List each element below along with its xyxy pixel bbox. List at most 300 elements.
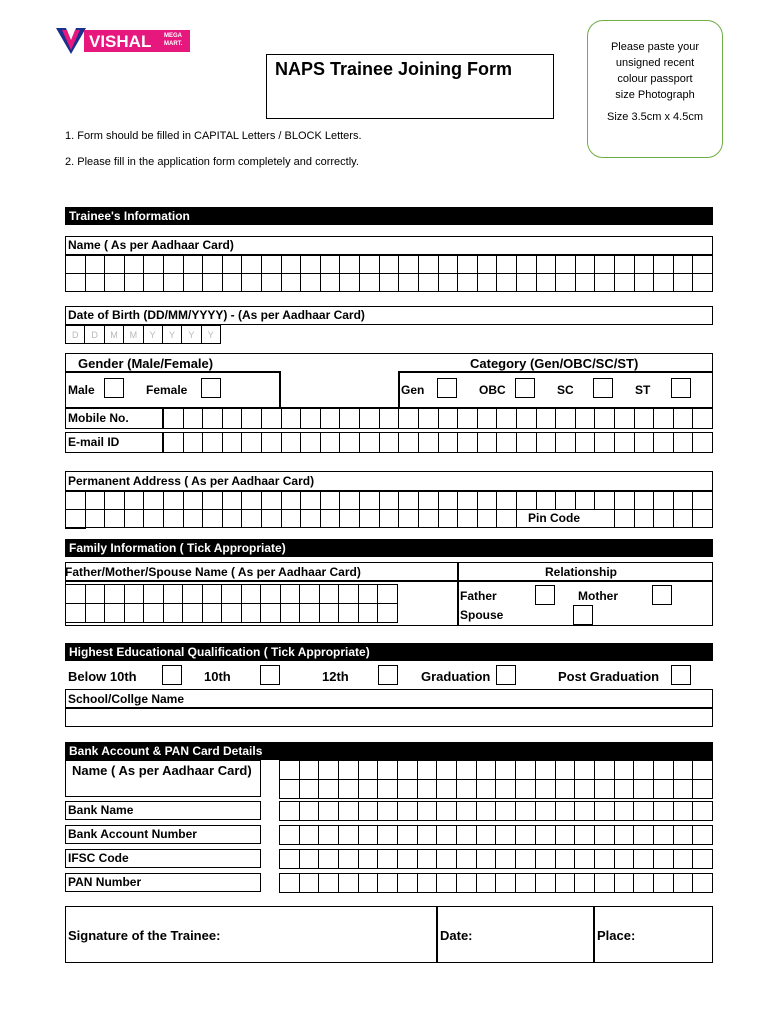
grid-cell[interactable] xyxy=(439,256,459,274)
grid-cell[interactable] xyxy=(693,826,713,845)
grid-cell[interactable] xyxy=(595,802,615,821)
grid-cell[interactable] xyxy=(319,850,339,869)
dob-cell[interactable]: M xyxy=(105,326,124,344)
grid-cell[interactable] xyxy=(66,492,86,510)
grid-cell[interactable] xyxy=(339,604,359,623)
grid-cell[interactable] xyxy=(320,604,340,623)
grid-cell[interactable] xyxy=(380,492,400,510)
grid-cell[interactable] xyxy=(340,510,360,528)
grid-cell[interactable] xyxy=(380,409,400,429)
grid-cell[interactable] xyxy=(439,409,459,429)
grid-cell[interactable] xyxy=(496,874,516,893)
gen-checkbox[interactable] xyxy=(437,378,457,398)
grid-cell[interactable] xyxy=(340,256,360,274)
grid-cell[interactable] xyxy=(496,780,516,799)
grid-cell[interactable] xyxy=(301,510,321,528)
grid-cell[interactable] xyxy=(496,802,516,821)
grid-cell[interactable] xyxy=(301,492,321,510)
grid-cell[interactable] xyxy=(105,510,125,528)
grid-cell[interactable] xyxy=(380,433,400,453)
grid-cell[interactable] xyxy=(203,492,223,510)
grid-cell[interactable] xyxy=(184,274,204,292)
sc-checkbox[interactable] xyxy=(593,378,613,398)
grid-cell[interactable] xyxy=(280,874,300,893)
grid-cell[interactable] xyxy=(203,510,223,528)
mobile-grid[interactable] xyxy=(163,408,713,429)
grid-cell[interactable] xyxy=(595,274,615,292)
dob-cell[interactable]: M xyxy=(124,326,143,344)
grid-cell[interactable] xyxy=(497,433,517,453)
grid-cell[interactable] xyxy=(693,256,713,274)
grid-cell[interactable] xyxy=(339,802,359,821)
grid-cell[interactable] xyxy=(654,274,674,292)
grid-cell[interactable] xyxy=(478,274,498,292)
grid-cell[interactable] xyxy=(242,274,262,292)
grid-cell[interactable] xyxy=(300,780,320,799)
grid-cell[interactable] xyxy=(242,510,262,528)
grid-cell[interactable] xyxy=(398,761,418,780)
grid-cell[interactable] xyxy=(635,433,655,453)
grid-cell[interactable] xyxy=(262,256,282,274)
grid-cell[interactable] xyxy=(418,826,438,845)
grid-cell[interactable] xyxy=(203,433,223,453)
grid-cell[interactable] xyxy=(595,761,615,780)
grid-cell[interactable] xyxy=(399,409,419,429)
grid-cell[interactable] xyxy=(360,256,380,274)
grid-cell[interactable] xyxy=(478,409,498,429)
grid-cell[interactable] xyxy=(280,802,300,821)
grid-cell[interactable] xyxy=(359,780,379,799)
grid-cell[interactable] xyxy=(340,274,360,292)
grid-cell[interactable] xyxy=(359,826,379,845)
grid-cell[interactable] xyxy=(615,510,635,528)
grid-cell[interactable] xyxy=(458,492,478,510)
grid-cell[interactable] xyxy=(674,492,694,510)
family-name-grid[interactable] xyxy=(65,584,398,623)
ifsc-grid[interactable] xyxy=(279,849,713,869)
grid-cell[interactable] xyxy=(280,761,300,780)
grid-cell[interactable] xyxy=(419,409,439,429)
grid-cell[interactable] xyxy=(437,761,457,780)
grid-cell[interactable] xyxy=(457,826,477,845)
grid-cell[interactable] xyxy=(437,874,457,893)
grid-cell[interactable] xyxy=(280,826,300,845)
grid-cell[interactable] xyxy=(595,256,615,274)
grid-cell[interactable] xyxy=(516,826,536,845)
grid-cell[interactable] xyxy=(399,256,419,274)
grid-cell[interactable] xyxy=(399,510,419,528)
grid-cell[interactable] xyxy=(458,510,478,528)
grid-cell[interactable] xyxy=(634,761,654,780)
grid-cell[interactable] xyxy=(615,802,635,821)
grid-cell[interactable] xyxy=(86,510,106,528)
grid-cell[interactable] xyxy=(457,780,477,799)
grid-cell[interactable] xyxy=(693,409,713,429)
grid-cell[interactable] xyxy=(496,850,516,869)
grid-cell[interactable] xyxy=(184,433,204,453)
grid-cell[interactable] xyxy=(300,874,320,893)
grid-cell[interactable] xyxy=(262,274,282,292)
grid-cell[interactable] xyxy=(319,761,339,780)
grid-cell[interactable] xyxy=(693,510,713,528)
grid-cell[interactable] xyxy=(359,585,379,604)
grid-cell[interactable] xyxy=(164,510,184,528)
grid-cell[interactable] xyxy=(164,274,184,292)
grid-cell[interactable] xyxy=(419,510,439,528)
grid-cell[interactable] xyxy=(537,409,557,429)
grid-cell[interactable] xyxy=(319,874,339,893)
grid-cell[interactable] xyxy=(86,492,106,510)
grid-cell[interactable] xyxy=(634,874,654,893)
grid-cell[interactable] xyxy=(242,256,262,274)
grid-cell[interactable] xyxy=(634,802,654,821)
grid-cell[interactable] xyxy=(300,802,320,821)
dob-cell[interactable]: Y xyxy=(163,326,182,344)
grid-cell[interactable] xyxy=(203,274,223,292)
grid-cell[interactable] xyxy=(635,256,655,274)
grid-cell[interactable] xyxy=(517,409,537,429)
grid-cell[interactable] xyxy=(556,850,576,869)
grid-cell[interactable] xyxy=(144,492,164,510)
grid-cell[interactable] xyxy=(66,256,86,274)
grid-cell[interactable] xyxy=(575,850,595,869)
grid-cell[interactable] xyxy=(359,802,379,821)
grid-cell[interactable] xyxy=(654,761,674,780)
grid-cell[interactable] xyxy=(458,274,478,292)
grid-cell[interactable] xyxy=(66,585,86,604)
grid-cell[interactable] xyxy=(282,510,302,528)
grid-cell[interactable] xyxy=(477,761,497,780)
grid-cell[interactable] xyxy=(654,510,674,528)
grid-cell[interactable] xyxy=(66,604,86,623)
grid-cell[interactable] xyxy=(280,780,300,799)
signature-label[interactable]: Signature of the Trainee: xyxy=(68,928,221,943)
grid-cell[interactable] xyxy=(321,409,341,429)
grid-cell[interactable] xyxy=(319,826,339,845)
grid-cell[interactable] xyxy=(674,409,694,429)
grid-cell[interactable] xyxy=(378,761,398,780)
grid-cell[interactable] xyxy=(497,409,517,429)
grid-cell[interactable] xyxy=(477,874,497,893)
grid-cell[interactable] xyxy=(674,780,694,799)
obc-checkbox[interactable] xyxy=(515,378,535,398)
grid-cell[interactable] xyxy=(437,826,457,845)
pan-grid[interactable] xyxy=(279,873,713,893)
grid-cell[interactable] xyxy=(378,826,398,845)
female-checkbox[interactable] xyxy=(201,378,221,398)
grid-cell[interactable] xyxy=(635,274,655,292)
account-grid[interactable] xyxy=(279,825,713,845)
grid-cell[interactable] xyxy=(516,780,536,799)
dob-cell[interactable]: D xyxy=(85,326,104,344)
grid-cell[interactable] xyxy=(418,761,438,780)
dob-cell[interactable]: Y xyxy=(144,326,163,344)
address-grid[interactable] xyxy=(65,491,713,529)
grid-cell[interactable] xyxy=(576,256,596,274)
grid-cell[interactable] xyxy=(222,604,242,623)
grid-cell[interactable] xyxy=(576,409,596,429)
grid-cell[interactable] xyxy=(281,585,301,604)
grid-cell[interactable] xyxy=(654,433,674,453)
grid-cell[interactable] xyxy=(66,528,86,529)
grid-cell[interactable] xyxy=(634,850,654,869)
grid-cell[interactable] xyxy=(378,850,398,869)
grid-cell[interactable] xyxy=(105,256,125,274)
grid-cell[interactable] xyxy=(419,274,439,292)
grid-cell[interactable] xyxy=(419,433,439,453)
grid-cell[interactable] xyxy=(437,802,457,821)
grid-cell[interactable] xyxy=(654,492,674,510)
grid-cell[interactable] xyxy=(595,874,615,893)
grid-cell[interactable] xyxy=(615,492,635,510)
grid-cell[interactable] xyxy=(105,492,125,510)
grid-cell[interactable] xyxy=(398,802,418,821)
grid-cell[interactable] xyxy=(537,433,557,453)
grid-cell[interactable] xyxy=(398,826,418,845)
grid-cell[interactable] xyxy=(536,780,556,799)
grid-cell[interactable] xyxy=(693,274,713,292)
grid-cell[interactable] xyxy=(301,433,321,453)
grid-cell[interactable] xyxy=(223,433,243,453)
grid-cell[interactable] xyxy=(360,510,380,528)
grid-cell[interactable] xyxy=(418,802,438,821)
grid-cell[interactable] xyxy=(144,510,164,528)
grid-cell[interactable] xyxy=(223,274,243,292)
grid-cell[interactable] xyxy=(497,492,517,510)
grid-cell[interactable] xyxy=(320,585,340,604)
grid-cell[interactable] xyxy=(359,761,379,780)
grid-cell[interactable] xyxy=(536,874,556,893)
grid-cell[interactable] xyxy=(654,850,674,869)
grid-cell[interactable] xyxy=(576,492,596,510)
grid-cell[interactable] xyxy=(615,256,635,274)
grid-cell[interactable] xyxy=(66,510,86,528)
grid-cell[interactable] xyxy=(634,780,654,799)
grid-cell[interactable] xyxy=(300,826,320,845)
grid-cell[interactable] xyxy=(615,761,635,780)
grid-cell[interactable] xyxy=(360,409,380,429)
grid-cell[interactable] xyxy=(478,510,498,528)
father-checkbox[interactable] xyxy=(535,585,555,605)
grid-cell[interactable] xyxy=(674,802,694,821)
grid-cell[interactable] xyxy=(576,433,596,453)
grid-cell[interactable] xyxy=(262,433,282,453)
grid-cell[interactable] xyxy=(398,874,418,893)
grid-cell[interactable] xyxy=(378,780,398,799)
grid-cell[interactable] xyxy=(693,780,713,799)
grid-cell[interactable] xyxy=(242,492,262,510)
grid-cell[interactable] xyxy=(242,604,262,623)
grid-cell[interactable] xyxy=(339,826,359,845)
grid-cell[interactable] xyxy=(86,604,106,623)
grid-cell[interactable] xyxy=(223,510,243,528)
dob-cell[interactable]: Y xyxy=(182,326,201,344)
grid-cell[interactable] xyxy=(458,256,478,274)
grid-cell[interactable] xyxy=(242,433,262,453)
grid-cell[interactable] xyxy=(536,761,556,780)
grid-cell[interactable] xyxy=(693,433,713,453)
grid-cell[interactable] xyxy=(654,256,674,274)
grid-cell[interactable] xyxy=(439,492,459,510)
grid-cell[interactable] xyxy=(280,850,300,869)
grid-cell[interactable] xyxy=(693,850,713,869)
grid-cell[interactable] xyxy=(615,409,635,429)
grid-cell[interactable] xyxy=(477,826,497,845)
grid-cell[interactable] xyxy=(575,802,595,821)
grid-cell[interactable] xyxy=(556,826,576,845)
grid-cell[interactable] xyxy=(380,256,400,274)
grid-cell[interactable] xyxy=(319,780,339,799)
grid-cell[interactable] xyxy=(300,585,320,604)
grid-cell[interactable] xyxy=(66,274,86,292)
grid-cell[interactable] xyxy=(576,274,596,292)
12th-checkbox[interactable] xyxy=(378,665,398,685)
grid-cell[interactable] xyxy=(556,274,576,292)
grid-cell[interactable] xyxy=(339,874,359,893)
grid-cell[interactable] xyxy=(262,492,282,510)
grid-cell[interactable] xyxy=(419,256,439,274)
grid-cell[interactable] xyxy=(300,604,320,623)
grid-cell[interactable] xyxy=(144,274,164,292)
grid-cell[interactable] xyxy=(144,585,164,604)
grid-cell[interactable] xyxy=(478,433,498,453)
grid-cell[interactable] xyxy=(615,433,635,453)
grid-cell[interactable] xyxy=(359,850,379,869)
grid-cell[interactable] xyxy=(359,604,379,623)
grid-cell[interactable] xyxy=(635,409,655,429)
grid-cell[interactable] xyxy=(261,604,281,623)
grid-cell[interactable] xyxy=(516,761,536,780)
grid-cell[interactable] xyxy=(164,585,184,604)
grid-cell[interactable] xyxy=(164,604,184,623)
grid-cell[interactable] xyxy=(282,433,302,453)
grid-cell[interactable] xyxy=(184,409,204,429)
grid-cell[interactable] xyxy=(477,780,497,799)
grid-cell[interactable] xyxy=(360,274,380,292)
grid-cell[interactable] xyxy=(164,409,184,429)
grid-cell[interactable] xyxy=(497,274,517,292)
grid-cell[interactable] xyxy=(86,274,106,292)
grid-cell[interactable] xyxy=(457,850,477,869)
grid-cell[interactable] xyxy=(537,492,557,510)
email-grid[interactable] xyxy=(163,432,713,453)
grid-cell[interactable] xyxy=(125,274,145,292)
grid-cell[interactable] xyxy=(281,604,301,623)
grid-cell[interactable] xyxy=(536,850,556,869)
grid-cell[interactable] xyxy=(203,256,223,274)
grid-cell[interactable] xyxy=(164,492,184,510)
dob-cell[interactable]: Y xyxy=(202,326,221,344)
dob-cell[interactable]: D xyxy=(66,326,85,344)
grid-cell[interactable] xyxy=(615,850,635,869)
grid-cell[interactable] xyxy=(378,802,398,821)
grid-cell[interactable] xyxy=(556,802,576,821)
grid-cell[interactable] xyxy=(478,256,498,274)
bank-holder-name-grid[interactable] xyxy=(279,760,713,799)
grid-cell[interactable] xyxy=(654,826,674,845)
grid-cell[interactable] xyxy=(458,409,478,429)
grid-cell[interactable] xyxy=(242,585,262,604)
grid-cell[interactable] xyxy=(537,274,557,292)
grid-cell[interactable] xyxy=(321,510,341,528)
grid-cell[interactable] xyxy=(674,510,694,528)
grid-cell[interactable] xyxy=(301,274,321,292)
grid-cell[interactable] xyxy=(418,780,438,799)
grid-cell[interactable] xyxy=(223,409,243,429)
grid-cell[interactable] xyxy=(595,850,615,869)
grid-cell[interactable] xyxy=(340,492,360,510)
grid-cell[interactable] xyxy=(693,802,713,821)
grid-cell[interactable] xyxy=(321,492,341,510)
grid-cell[interactable] xyxy=(223,256,243,274)
grid-cell[interactable] xyxy=(575,874,595,893)
grid-cell[interactable] xyxy=(380,510,400,528)
grid-cell[interactable] xyxy=(595,492,615,510)
grid-cell[interactable] xyxy=(184,492,204,510)
grid-cell[interactable] xyxy=(378,874,398,893)
date-label[interactable]: Date: xyxy=(440,928,473,943)
grid-cell[interactable] xyxy=(125,510,145,528)
grid-cell[interactable] xyxy=(339,850,359,869)
grid-cell[interactable] xyxy=(378,585,398,604)
grid-cell[interactable] xyxy=(105,585,125,604)
grid-cell[interactable] xyxy=(654,874,674,893)
grid-cell[interactable] xyxy=(378,604,398,623)
grid-cell[interactable] xyxy=(615,780,635,799)
grid-cell[interactable] xyxy=(516,802,536,821)
grid-cell[interactable] xyxy=(654,780,674,799)
grid-cell[interactable] xyxy=(575,761,595,780)
grid-cell[interactable] xyxy=(457,761,477,780)
grid-cell[interactable] xyxy=(398,850,418,869)
grid-cell[interactable] xyxy=(674,874,694,893)
grid-cell[interactable] xyxy=(261,585,281,604)
grid-cell[interactable] xyxy=(321,274,341,292)
grid-cell[interactable] xyxy=(339,585,359,604)
grid-cell[interactable] xyxy=(105,274,125,292)
grid-cell[interactable] xyxy=(339,780,359,799)
grid-cell[interactable] xyxy=(537,256,557,274)
grid-cell[interactable] xyxy=(319,802,339,821)
grid-cell[interactable] xyxy=(615,874,635,893)
grid-cell[interactable] xyxy=(300,761,320,780)
grid-cell[interactable] xyxy=(360,433,380,453)
grid-cell[interactable] xyxy=(517,274,537,292)
grid-cell[interactable] xyxy=(339,761,359,780)
grid-cell[interactable] xyxy=(399,433,419,453)
grid-cell[interactable] xyxy=(203,604,223,623)
grid-cell[interactable] xyxy=(437,850,457,869)
grid-cell[interactable] xyxy=(144,604,164,623)
grid-cell[interactable] xyxy=(439,510,459,528)
grid-cell[interactable] xyxy=(144,256,164,274)
dob-grid[interactable] xyxy=(65,325,221,344)
grid-cell[interactable] xyxy=(125,492,145,510)
grid-cell[interactable] xyxy=(517,433,537,453)
spouse-checkbox[interactable] xyxy=(573,605,593,625)
grid-cell[interactable] xyxy=(556,409,576,429)
grid-cell[interactable] xyxy=(575,826,595,845)
10th-checkbox[interactable] xyxy=(260,665,280,685)
grid-cell[interactable] xyxy=(380,274,400,292)
grid-cell[interactable] xyxy=(282,492,302,510)
grid-cell[interactable] xyxy=(674,850,694,869)
grid-cell[interactable] xyxy=(125,604,145,623)
graduation-checkbox[interactable] xyxy=(496,665,516,685)
post-graduation-checkbox[interactable] xyxy=(671,665,691,685)
grid-cell[interactable] xyxy=(595,780,615,799)
grid-cell[interactable] xyxy=(399,492,419,510)
